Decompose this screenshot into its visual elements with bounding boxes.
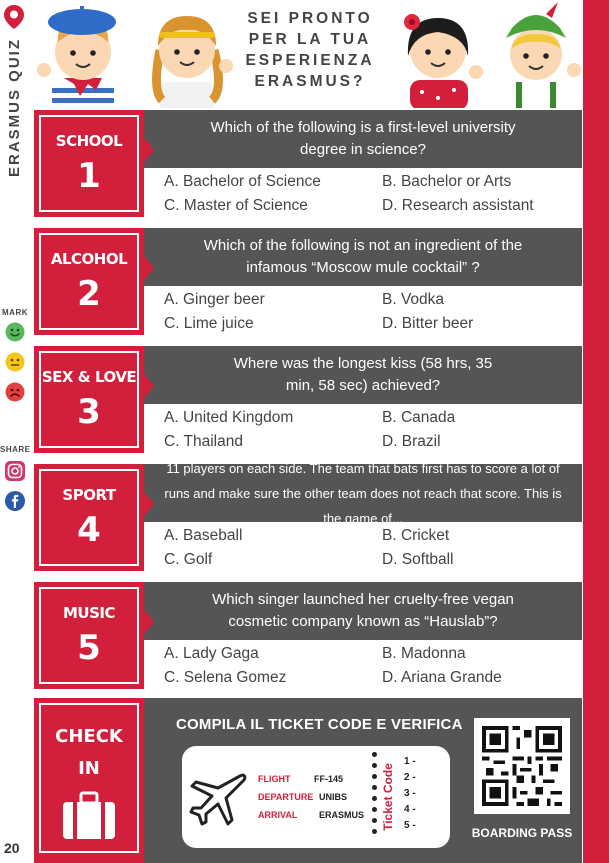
answer-option-a[interactable]: A. Ginger beer bbox=[164, 291, 265, 308]
answer-option-b[interactable]: B. Madonna bbox=[382, 645, 466, 662]
category-pointer bbox=[144, 256, 154, 280]
answer-options bbox=[164, 406, 574, 453]
kid-alpine-hat-illustration bbox=[488, 0, 582, 108]
question-text: Where was the longest kiss (58 hrs, 35 min, 58 sec) achieved? bbox=[233, 355, 493, 394]
ticket-code-label: Ticket Code bbox=[381, 763, 395, 831]
checkin-section bbox=[34, 698, 582, 863]
category-pointer bbox=[144, 374, 154, 398]
question-number: 3 bbox=[77, 391, 101, 432]
category-name: SPORT bbox=[62, 485, 116, 504]
right-accent-strip bbox=[583, 0, 609, 863]
answer-option-b[interactable]: B. Canada bbox=[382, 409, 456, 426]
question-number: 4 bbox=[77, 509, 101, 550]
category-box bbox=[34, 346, 144, 453]
question-text: Which of the following is not an ingredient of the infamous “Moscow mule cocktail” ? bbox=[203, 237, 523, 276]
location-pin-icon bbox=[3, 4, 25, 30]
quiz-question-2 bbox=[34, 228, 582, 335]
arrival-value: ERASMUS bbox=[319, 810, 365, 820]
quiz-question-5 bbox=[34, 582, 582, 689]
answer-option-c[interactable]: C. Master of Science bbox=[164, 197, 308, 214]
boarding-pass-label: BOARDING PASS bbox=[471, 826, 573, 840]
answer-option-a[interactable]: A. Baseball bbox=[164, 527, 243, 544]
boarding-ticket bbox=[182, 746, 450, 848]
code-field-5[interactable]: 5 - bbox=[404, 820, 416, 831]
answer-option-b[interactable]: B. Cricket bbox=[382, 527, 450, 544]
checkin-instruction: COMPILA IL TICKET CODE E VERIFICA bbox=[176, 716, 463, 733]
qr-code-icon[interactable] bbox=[482, 726, 562, 806]
category-name: SEX & LOVE bbox=[41, 367, 137, 386]
instagram-icon[interactable] bbox=[4, 460, 26, 482]
answer-option-d[interactable]: D. Softball bbox=[382, 551, 454, 568]
left-sidebar bbox=[0, 0, 30, 863]
category-box bbox=[34, 110, 144, 217]
flight-value: FF-145 bbox=[314, 774, 344, 784]
code-field-4[interactable]: 4 - bbox=[404, 804, 416, 815]
checkin-panel bbox=[144, 698, 582, 863]
category-name: ALCOHOL bbox=[50, 249, 128, 268]
answer-option-c[interactable]: C. Golf bbox=[164, 551, 213, 568]
smiley-sad-icon[interactable] bbox=[5, 382, 25, 402]
answer-option-a[interactable]: A. United Kingdom bbox=[164, 409, 294, 426]
quiz-vertical-title: ERASMUS QUIZ bbox=[5, 37, 23, 178]
question-bar bbox=[144, 460, 582, 526]
answer-option-c[interactable]: C. Selena Gomez bbox=[164, 669, 287, 686]
answer-option-d[interactable]: D. Ariana Grande bbox=[382, 669, 502, 686]
question-number: 5 bbox=[77, 627, 101, 668]
category-pointer bbox=[144, 138, 154, 162]
answer-options bbox=[164, 170, 574, 217]
answer-option-d[interactable]: D. Brazil bbox=[382, 433, 441, 450]
answer-options bbox=[164, 524, 574, 571]
answer-option-c[interactable]: C. Thailand bbox=[164, 433, 243, 450]
arrival-label: ARRIVAL bbox=[258, 810, 298, 820]
question-text: Which of the following is a first-level university degree in science? bbox=[210, 119, 516, 158]
category-box bbox=[34, 582, 144, 689]
answer-options bbox=[164, 642, 574, 689]
answer-option-d[interactable]: D. Research assistant bbox=[382, 197, 534, 214]
smiley-happy-icon[interactable] bbox=[5, 322, 25, 342]
qr-code-frame bbox=[474, 718, 570, 814]
question-bar bbox=[144, 110, 582, 168]
header bbox=[34, 0, 582, 108]
category-box bbox=[34, 464, 144, 571]
question-bar bbox=[144, 582, 582, 640]
page-number: 20 bbox=[4, 840, 20, 856]
question-bar bbox=[144, 228, 582, 286]
kid-flamenco-illustration bbox=[392, 0, 484, 108]
answer-option-d[interactable]: D. Bitter beer bbox=[382, 315, 474, 332]
category-box bbox=[34, 228, 144, 335]
flight-label: FLIGHT bbox=[258, 774, 291, 784]
answer-option-b[interactable]: B. Bachelor or Arts bbox=[382, 173, 512, 190]
code-field-3[interactable]: 3 - bbox=[404, 788, 416, 799]
answer-options bbox=[164, 288, 574, 335]
airplane-icon bbox=[188, 768, 250, 830]
suitcase-icon bbox=[61, 791, 117, 841]
quiz-question-4 bbox=[34, 460, 582, 571]
question-number: 1 bbox=[77, 155, 101, 196]
code-field-1[interactable]: 1 - bbox=[404, 756, 416, 767]
kid-braids-illustration bbox=[138, 0, 236, 108]
question-text: Which singer launched her cruelty-free vegan cosmetic company known as “Hauslab”? bbox=[212, 591, 514, 630]
departure-label: DEPARTURE bbox=[258, 792, 314, 802]
share-label: SHARE bbox=[0, 445, 31, 454]
header-title: SEI PRONTO PER LA TUA ESPERIENZA ERASMUS? bbox=[245, 10, 375, 90]
smiley-neutral-icon[interactable] bbox=[5, 352, 25, 372]
answer-option-a[interactable]: A. Bachelor of Science bbox=[164, 173, 321, 190]
facebook-icon[interactable] bbox=[4, 490, 26, 512]
checkin-box bbox=[34, 698, 144, 863]
category-name: SCHOOL bbox=[55, 131, 123, 150]
answer-option-a[interactable]: A. Lady Gaga bbox=[164, 645, 259, 662]
quiz-question-3 bbox=[34, 346, 582, 453]
checkin-title: CHECK IN bbox=[55, 726, 123, 779]
question-number: 2 bbox=[77, 273, 101, 314]
question-bar bbox=[144, 346, 582, 404]
category-pointer bbox=[144, 492, 154, 516]
answer-option-c[interactable]: C. Lime juice bbox=[164, 315, 254, 332]
category-name: MUSIC bbox=[63, 603, 115, 622]
departure-value: UNIBS bbox=[319, 792, 348, 802]
mark-label: MARK bbox=[2, 308, 28, 317]
quiz-question-1 bbox=[34, 110, 582, 217]
answer-option-b[interactable]: B. Vodka bbox=[382, 291, 445, 308]
code-field-2[interactable]: 2 - bbox=[404, 772, 416, 783]
category-pointer bbox=[144, 610, 154, 634]
question-text: 11 players on each side. The team that bats first has to score a lot of runs and make sure the other team does not reach that score. This is the game of... bbox=[164, 460, 562, 526]
kid-beret-illustration bbox=[34, 0, 132, 108]
